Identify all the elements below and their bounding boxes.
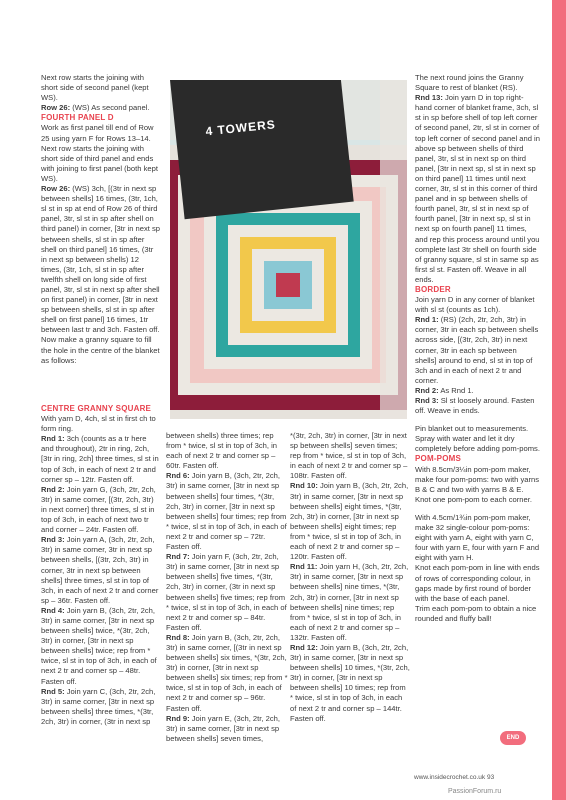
para: Now make a granny square to fill the hole in the centre of the blanket as follows:: [41, 335, 160, 365]
page-edge-stripe: [552, 0, 566, 800]
section-heading: CENTRE GRANNY SQUARE: [41, 404, 152, 413]
para: Row 26: (WS) 3ch, [(3tr in next sp between shells] 16 times, (3tr, 1ch, sl st in sp at end of Row 26 of third panel, 3tr, sl st in sp after shell on third panel) in corner, [3tr in next sp between shells, sl st in sp after shell on third panel] 16 times, (3tr in next sp between shells) 12 times, (3tr, 1ch, sl st in sp after twelfth shell on long side of first panel, 3tr, sl st in next sp after shell on first panel) in corner, [3tr in next sp between shells, sl st in sp after shell on first panel] 16 times, 1tr between last tr and 3ch. Fasten off.: [41, 184, 161, 335]
para: Row 26: (WS) As second panel.: [41, 103, 150, 113]
round: Rnd 2: Join yarn G, (3ch, 2tr, 2ch, 3tr) in same corner, [(3tr, 2ch, 3tr) in next corner] three times, sl st in top of 3ch, in each of next two tr and corner – 24tr. Fasten off.: [41, 484, 156, 535]
para: Work as first panel till end of Row 25 using yarn F for Rows 13–14. Next row starts the joining with short side of third panel and ends with joining to first panel (both kept WS).: [41, 123, 158, 183]
book-title: 4 TOWERS: [204, 117, 277, 139]
para: Knot each pom-pom in line with ends of rows of corresponding colour, in gaps made by first round of border with the base of each panel.: [415, 563, 540, 603]
para: With 4.5cm/1¾in pom-pom maker, make 32 single-colour pom-poms: eight with yarn A, eight with yarn C, four with yarn E, four with yarn F and eight with yarn H.: [415, 512, 540, 563]
end-badge: END: [500, 731, 526, 745]
column-1: [41, 404, 161, 727]
round: Rnd 5: Join yarn C, (3ch, 2tr, 2ch, 3tr) in same corner, [3tr in next sp between shells] three times, *(3tr, 2ch, 3tr) in corner, (3tr in next sp: [41, 686, 156, 726]
para: Pin blanket out to measurements. Spray with water and let it dry completely before adding pom-poms.: [415, 424, 540, 454]
page-footer: www.insidecrochet.co.uk 93: [414, 774, 495, 781]
column-3: [290, 431, 410, 724]
para: between shells) three times; rep from * twice, sl st in top of 3ch, in each of next 2 tr and corner sp – 60tr. Fasten off.: [166, 431, 277, 471]
round: Rnd 1: (RS) (2ch, 2tr, 2ch, 3tr) in corner, 3tr in each sp between shells across side, [(3tr, 2ch, 3tr) in next corner, 3tr in each sp between shells] around to end, sl st in top of 3ch and in each of next 2 tr and corner.: [415, 315, 539, 385]
section-heading: FOURTH PANEL D: [41, 113, 114, 123]
round: Rnd 9: Join yarn E, (3ch, 2tr, 2ch, 3tr) in same corner, [3tr in next sp between shells] seven times,: [166, 713, 280, 743]
round: Rnd 13: Join yarn D in top right-hand corner of blanket frame, 3ch, sl st in sp before shell of top left corner of second panel, 2tr, sl st in corner of top left corner of second panel and in above sp between shells of third panel, 3tr, sl st in next sp on third panel, [3tr in next sp, sl st in next sp on third panel] 11 times until next corner, 3tr, sl st in this corner of third panel and in sp between shells of fourth panel, 3tr, sl st in next sp of fourth panel, [3tr in next sp, sl st in next sp on fourth panel] 11 times, and rep this process around until you complete last 3tr shell on fourth side of granny square, sl st in same sp as first sl st. Fasten off. Weave in all ends.: [415, 93, 540, 284]
round: Rnd 8: Join yarn B, (3ch, 2tr, 2ch, 3tr) in same corner, [(3tr in next sp between shells] six times, *(3tr, 2ch, 3tr) in corner, [3tr in next sp between shells] six times; rep from * twice, sl st in top of 3ch, in each of next 2 tr and corner sp – 96tr. Fasten off.: [166, 632, 288, 713]
section-heading-pompoms: POM-POMS: [415, 454, 462, 464]
round: Rnd 10: Join yarn B, (3ch, 2tr, 2ch, 3tr) in same corner, [3tr in next sp between shells] eight times, *(3tr, 2ch, 3tr) in corner, [3tr in next sp between shells] eight times; rep from * twice, sl st in top of 3ch, in each of next 2 tr and corner sp – 120tr. Fasten off.: [290, 481, 409, 562]
para: *(3tr, 2ch, 3tr) in corner, [3tr in next sp between shells] seven times; rep from * twice, sl st in top of 3ch, in each of next 2 tr and corner sp – 108tr. Fasten off.: [290, 431, 408, 481]
para: Join yarn D in any corner of blanket with sl st (counts as 1ch).: [415, 295, 535, 315]
round: Rnd 6: Join yarn B, (3ch, 2tr, 2ch, 3tr) in same corner, [3tr in next sp between shells] four times, *(3tr, 2ch, 3tr) in corner, [3tr in next sp between shells] four times; rep from * twice, sl st in top of 3ch, in each of next 2 tr and corner sp – 72tr. Fasten off.: [166, 471, 287, 552]
para: Trim each pom-pom to obtain a nice rounded and fluffy ball!: [415, 603, 537, 623]
round: Rnd 3: Join yarn A, (3ch, 2tr, 2ch, 3tr) in same corner, 3tr in next sp between shells, [(3tr, 2ch, 3tr) in corner, 3tr in next sp between shells] three times, sl st in top of 3ch, in each of next 2 tr and corner sp – 36tr. Fasten off.: [41, 535, 159, 605]
para: The next round joins the Granny Square to rest of blanket (RS).: [415, 73, 524, 93]
para: Next row starts the joining with short side of second panel (kept WS).: [41, 73, 149, 103]
para: With 8.5cm/3¼in pom-pom maker, make four pom-poms: two with yarns B & C and two with yarns B & E.: [415, 464, 540, 494]
para: With yarn D, 4ch, sl st in first ch to form ring.: [41, 414, 156, 434]
round: Rnd 1: 3ch (counts as a tr here and throughout), 2tr in ring, 2ch, [3tr in ring, 2ch] three times, sl st in top of 3ch, in each of next 2 tr and corner sp – 12tr. Fasten off.: [41, 434, 159, 484]
round: Rnd 4: Join yarn B, (3ch, 2tr, 2ch, 3tr) in same corner, [3tr in next sp between shells] twice, *(3tr, 2ch, 3tr) in corner, [3tr in next sp between shells] twice; rep from * twice, sl st in top of 3ch, in each of next 2 tr and corner sp – 48tr. Fasten off.: [41, 605, 157, 686]
book-cover: [170, 80, 354, 219]
round: Rnd 12: Join yarn B, (3ch, 2tr, 2ch, 3tr) in same corner, [3tr in next sp between shells] 10 times, *(3tr, 2ch, 3tr) in corner, [3tr in next sp between shells] 10 times; rep from * twice, sl st in top of 3ch, in each of next 2 tr and corner sp – 144tr. Fasten off.: [290, 642, 410, 723]
watermark: PassionForum.ru: [448, 788, 502, 795]
round: Rnd 11: Join yarn H, (3ch, 2tr, 2ch, 3tr) in same corner, [3tr in next sp between shells] nine times, *(3tr, 2ch, 3tr) in corner, [3tr in next sp between shells] nine times; rep from * twice, sl st in top of 3ch, in each of next 2 tr and corner sp – 132tr. Fasten off.: [290, 562, 409, 642]
round: Rnd 2: As Rnd 1.: [415, 385, 474, 395]
round: Rnd 7: Join yarn F, (3ch, 2tr, 2ch, 3tr) in same corner, [3tr in next sp between shells] five times, *(3tr, 2ch, 3tr) in corner, (3tr in next sp between shells] five times; rep from * twice, sl st in top of 3ch, in each of next 2 tr and corner sp – 84tr. Fasten off.: [166, 552, 287, 632]
para: Knot one pom-pom to each corner.: [415, 494, 532, 504]
round: Rnd 3: Sl st loosely around. Fasten off. Weave in ends.: [415, 396, 535, 416]
column-1-top: [41, 73, 161, 366]
blanket-photo: [170, 80, 407, 419]
column-4: [415, 73, 540, 624]
section-heading-border: BORDER: [415, 284, 451, 294]
column-2: [166, 431, 288, 744]
